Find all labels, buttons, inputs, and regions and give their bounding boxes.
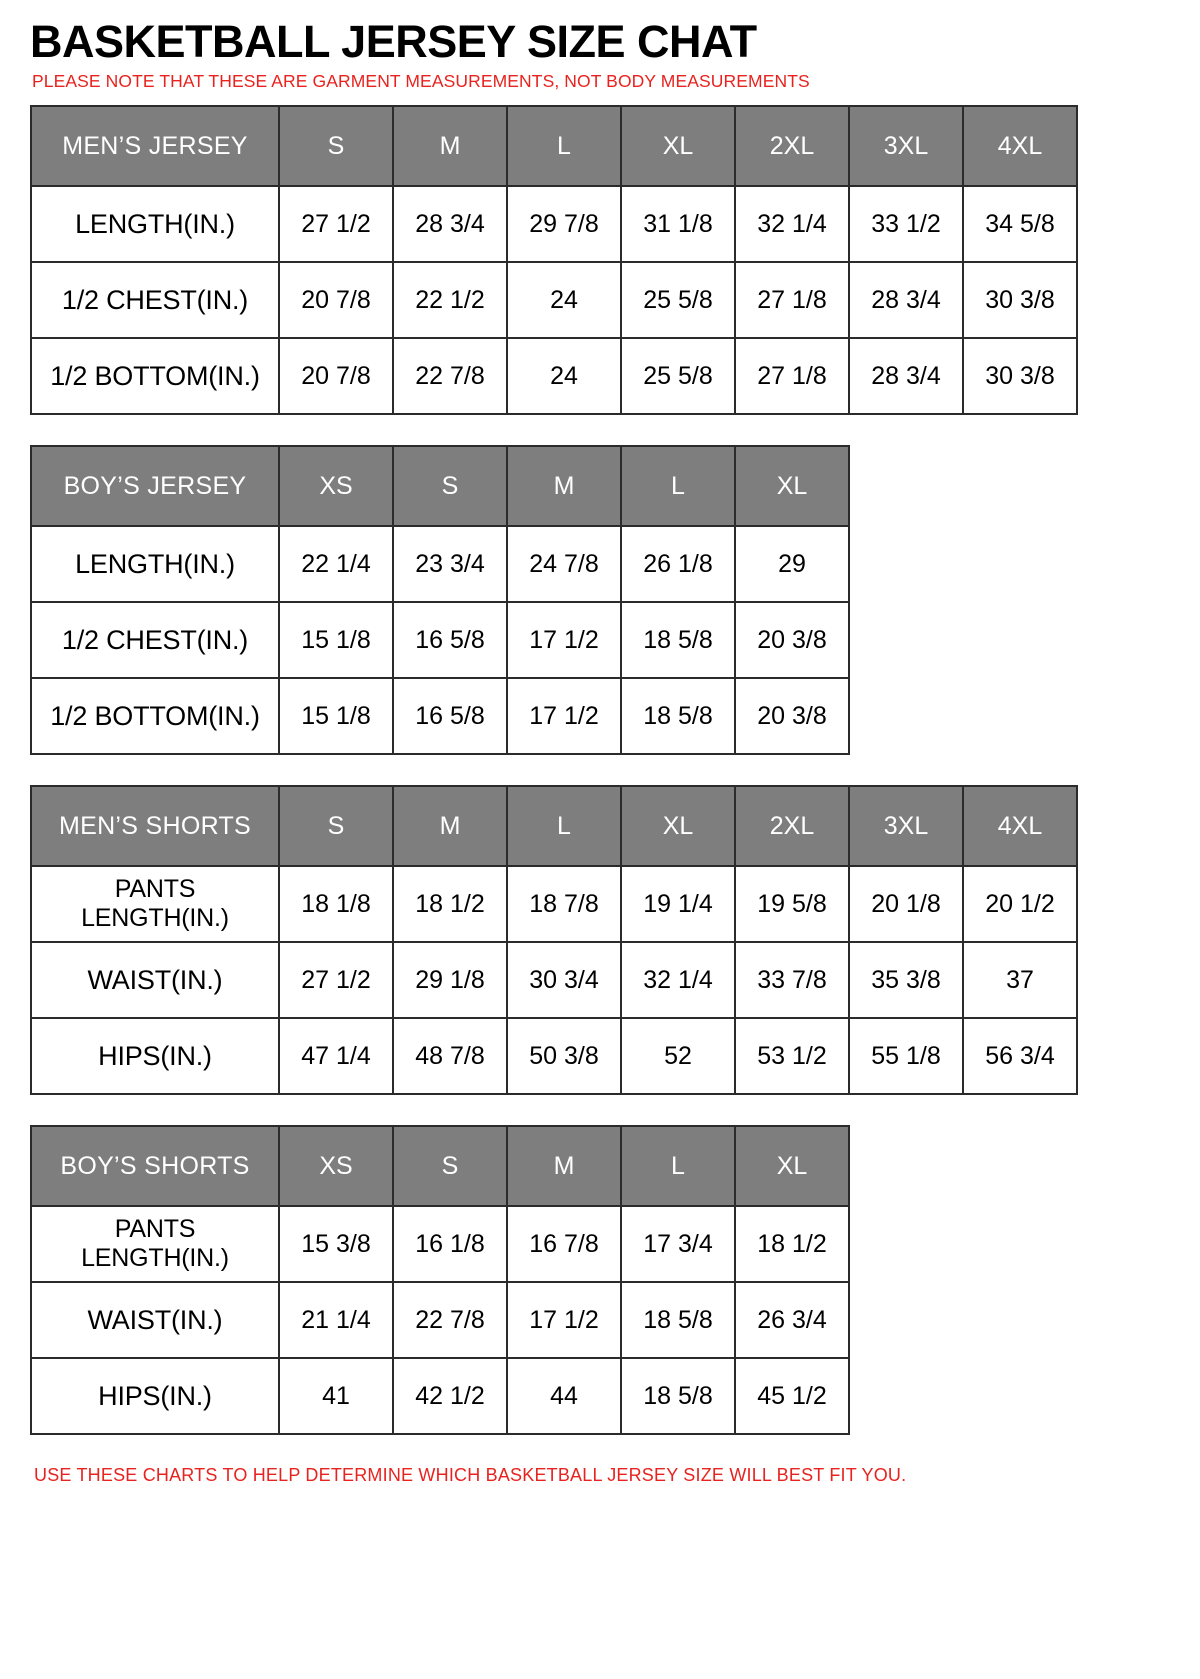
measurement-cell: 16 5/8 xyxy=(393,602,507,678)
measurement-cell: 19 1/4 xyxy=(621,866,735,942)
measurement-cell: 22 1/2 xyxy=(393,262,507,338)
measurement-cell: 20 7/8 xyxy=(279,262,393,338)
measurement-cell: 22 1/4 xyxy=(279,526,393,602)
measurement-cell: 25 5/8 xyxy=(621,262,735,338)
table-row xyxy=(31,942,1077,1018)
measurement-cell: 28 3/4 xyxy=(849,262,963,338)
table-title-cell: MEN’S SHORTS xyxy=(31,786,279,866)
measurement-cell: 24 xyxy=(507,338,621,414)
size-header-cell: L xyxy=(621,1126,735,1206)
row-label: 1/2 CHEST(IN.) xyxy=(31,262,279,338)
measurement-cell: 28 3/4 xyxy=(393,186,507,262)
measurement-cell: 20 3/8 xyxy=(735,602,849,678)
table-row xyxy=(31,1018,1077,1094)
row-label: 1/2 CHEST(IN.) xyxy=(31,602,279,678)
measurement-cell: 17 1/2 xyxy=(507,1282,621,1358)
size-header-cell: M xyxy=(507,1126,621,1206)
size-tables-container xyxy=(30,105,1170,1435)
measurement-cell: 34 5/8 xyxy=(963,186,1077,262)
footer-note: USE THESE CHARTS TO HELP DETERMINE WHICH BASKETBALL JERSEY SIZE WILL BEST FIT YOU. xyxy=(34,1465,907,1486)
size-header-cell: L xyxy=(507,106,621,186)
size-header-cell: S xyxy=(393,446,507,526)
table-header-row xyxy=(31,1126,849,1206)
measurement-cell: 23 3/4 xyxy=(393,526,507,602)
measurement-cell: 35 3/8 xyxy=(849,942,963,1018)
measurement-cell: 17 1/2 xyxy=(507,602,621,678)
table-row xyxy=(31,526,849,602)
table-row xyxy=(31,1358,849,1434)
measurement-cell: 56 3/4 xyxy=(963,1018,1077,1094)
measurement-cell: 31 1/8 xyxy=(621,186,735,262)
size-header-cell: 4XL xyxy=(963,786,1077,866)
row-label: WAIST(IN.) xyxy=(31,1282,279,1358)
table-title-cell: BOY’S JERSEY xyxy=(31,446,279,526)
table-boys-shorts xyxy=(30,1125,850,1435)
page-title: BASKETBALL JERSEY SIZE CHAT xyxy=(30,16,757,67)
measurement-cell: 18 5/8 xyxy=(621,602,735,678)
measurement-cell: 27 1/2 xyxy=(279,942,393,1018)
table-mens-jersey xyxy=(30,105,1078,415)
measurement-cell: 37 xyxy=(963,942,1077,1018)
measurement-cell: 30 3/4 xyxy=(507,942,621,1018)
size-header-cell: M xyxy=(393,106,507,186)
size-header-cell: 2XL xyxy=(735,786,849,866)
measurement-cell: 29 xyxy=(735,526,849,602)
row-label: LENGTH(IN.) xyxy=(31,186,279,262)
measurement-cell: 26 3/4 xyxy=(735,1282,849,1358)
measurement-cell: 18 1/2 xyxy=(735,1206,849,1282)
size-header-cell: XL xyxy=(735,1126,849,1206)
measurement-cell: 18 1/2 xyxy=(393,866,507,942)
measurement-cell: 21 1/4 xyxy=(279,1282,393,1358)
size-header-cell: S xyxy=(393,1126,507,1206)
measurement-cell: 18 5/8 xyxy=(621,1282,735,1358)
row-label: PANTS LENGTH(IN.) xyxy=(31,866,279,942)
measurement-cell: 24 xyxy=(507,262,621,338)
measurement-cell: 22 7/8 xyxy=(393,338,507,414)
size-header-cell: XL xyxy=(621,106,735,186)
measurement-cell: 41 xyxy=(279,1358,393,1434)
measurement-cell: 27 1/8 xyxy=(735,338,849,414)
measurement-cell: 20 3/8 xyxy=(735,678,849,754)
measurement-cell: 45 1/2 xyxy=(735,1358,849,1434)
measurement-cell: 16 1/8 xyxy=(393,1206,507,1282)
size-header-cell: S xyxy=(279,106,393,186)
table-title-cell: BOY’S SHORTS xyxy=(31,1126,279,1206)
size-header-cell: XS xyxy=(279,446,393,526)
table-row xyxy=(31,1206,849,1282)
measurement-note: PLEASE NOTE THAT THESE ARE GARMENT MEASUREMENTS, NOT BODY MEASUREMENTS xyxy=(32,71,810,92)
measurement-cell: 17 3/4 xyxy=(621,1206,735,1282)
measurement-cell: 29 7/8 xyxy=(507,186,621,262)
size-header-cell: M xyxy=(507,446,621,526)
size-header-cell: XL xyxy=(621,786,735,866)
size-header-cell: M xyxy=(393,786,507,866)
table-row xyxy=(31,1282,849,1358)
measurement-cell: 53 1/2 xyxy=(735,1018,849,1094)
measurement-cell: 44 xyxy=(507,1358,621,1434)
measurement-cell: 16 7/8 xyxy=(507,1206,621,1282)
size-header-cell: 2XL xyxy=(735,106,849,186)
table-mens-shorts xyxy=(30,785,1078,1095)
row-label: HIPS(IN.) xyxy=(31,1018,279,1094)
row-label: LENGTH(IN.) xyxy=(31,526,279,602)
measurement-cell: 48 7/8 xyxy=(393,1018,507,1094)
measurement-cell: 50 3/8 xyxy=(507,1018,621,1094)
table-row xyxy=(31,186,1077,262)
measurement-cell: 52 xyxy=(621,1018,735,1094)
measurement-cell: 18 5/8 xyxy=(621,1358,735,1434)
size-header-cell: 3XL xyxy=(849,786,963,866)
measurement-cell: 30 3/8 xyxy=(963,262,1077,338)
measurement-cell: 18 7/8 xyxy=(507,866,621,942)
size-header-cell: XL xyxy=(735,446,849,526)
measurement-cell: 15 1/8 xyxy=(279,678,393,754)
measurement-cell: 26 1/8 xyxy=(621,526,735,602)
measurement-cell: 20 7/8 xyxy=(279,338,393,414)
row-label: 1/2 BOTTOM(IN.) xyxy=(31,678,279,754)
table-row xyxy=(31,678,849,754)
measurement-cell: 20 1/2 xyxy=(963,866,1077,942)
measurement-cell: 27 1/2 xyxy=(279,186,393,262)
measurement-cell: 33 1/2 xyxy=(849,186,963,262)
measurement-cell: 15 3/8 xyxy=(279,1206,393,1282)
measurement-cell: 19 5/8 xyxy=(735,866,849,942)
measurement-cell: 25 5/8 xyxy=(621,338,735,414)
size-header-cell: L xyxy=(621,446,735,526)
measurement-cell: 42 1/2 xyxy=(393,1358,507,1434)
table-boys-jersey xyxy=(30,445,850,755)
row-label: HIPS(IN.) xyxy=(31,1358,279,1434)
size-header-cell: XS xyxy=(279,1126,393,1206)
measurement-cell: 29 1/8 xyxy=(393,942,507,1018)
measurement-cell: 47 1/4 xyxy=(279,1018,393,1094)
size-header-cell: S xyxy=(279,786,393,866)
table-header-row xyxy=(31,106,1077,186)
measurement-cell: 17 1/2 xyxy=(507,678,621,754)
measurement-cell: 15 1/8 xyxy=(279,602,393,678)
table-header-row xyxy=(31,786,1077,866)
row-label: 1/2 BOTTOM(IN.) xyxy=(31,338,279,414)
table-row xyxy=(31,262,1077,338)
measurement-cell: 32 1/4 xyxy=(621,942,735,1018)
row-label: WAIST(IN.) xyxy=(31,942,279,1018)
measurement-cell: 55 1/8 xyxy=(849,1018,963,1094)
size-header-cell: L xyxy=(507,786,621,866)
table-row xyxy=(31,866,1077,942)
measurement-cell: 18 1/8 xyxy=(279,866,393,942)
measurement-cell: 18 5/8 xyxy=(621,678,735,754)
size-header-cell: 4XL xyxy=(963,106,1077,186)
size-header-cell: 3XL xyxy=(849,106,963,186)
measurement-cell: 27 1/8 xyxy=(735,262,849,338)
measurement-cell: 30 3/8 xyxy=(963,338,1077,414)
row-label: PANTS LENGTH(IN.) xyxy=(31,1206,279,1282)
measurement-cell: 22 7/8 xyxy=(393,1282,507,1358)
measurement-cell: 33 7/8 xyxy=(735,942,849,1018)
table-row xyxy=(31,338,1077,414)
measurement-cell: 24 7/8 xyxy=(507,526,621,602)
measurement-cell: 28 3/4 xyxy=(849,338,963,414)
measurement-cell: 32 1/4 xyxy=(735,186,849,262)
measurement-cell: 20 1/8 xyxy=(849,866,963,942)
table-header-row xyxy=(31,446,849,526)
measurement-cell: 16 5/8 xyxy=(393,678,507,754)
table-row xyxy=(31,602,849,678)
table-title-cell: MEN’S JERSEY xyxy=(31,106,279,186)
